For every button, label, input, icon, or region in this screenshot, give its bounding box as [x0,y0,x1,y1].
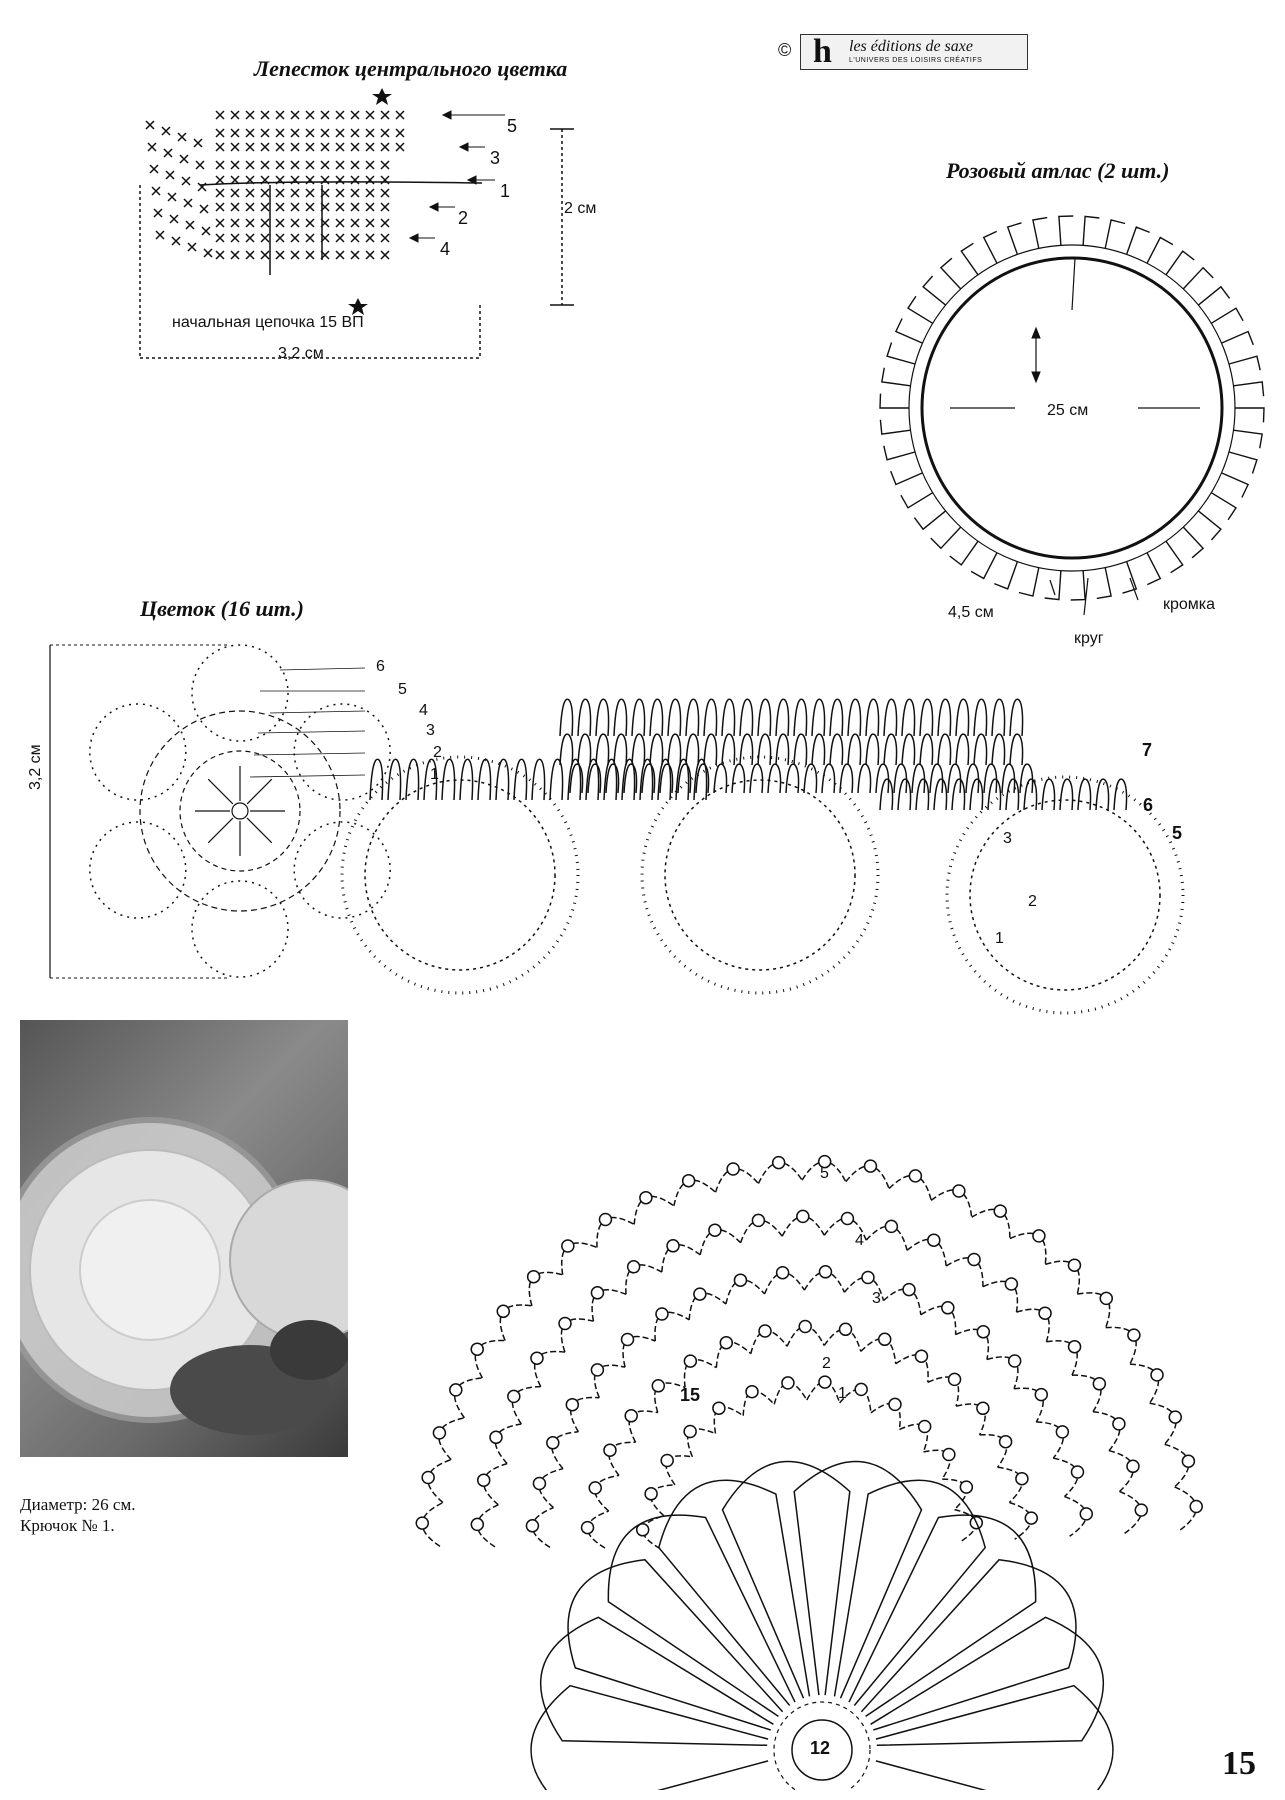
border-motif-flower [365,780,555,970]
border-row-7: 7 [1142,740,1153,760]
petal-title: Лепесток центрального цветка [254,56,568,81]
lace-net-rows [416,1156,1202,1549]
petal-chain-label: начальная цепочка 15 ВП [172,314,364,331]
copyright-symbol: © [778,40,792,60]
publisher-tagline: L'UNIVERS DES LOISIRS CRÉATIFS [849,57,983,64]
petal-width-label: 3,2 см [278,345,324,362]
border-motif-flower [970,800,1160,990]
center-round-4: 4 [855,1232,864,1249]
petal-height-label: 2 см [564,200,597,217]
publisher-logo [800,34,1028,70]
hook-note: Крючок № 1. [20,1516,115,1535]
flower-row-2: 2 [433,744,442,761]
flower-lobe [90,822,186,918]
center-count-15: 15 [680,1385,701,1405]
center-petal [871,1617,1104,1745]
petal-start-star-icon [372,88,392,105]
border-motif-flower [665,780,855,970]
petal-end-star-icon [348,298,368,315]
petal-stitch-grid [146,111,404,259]
satin-ruffle-label: 4,5 см [948,604,994,621]
border-loop-rows [370,699,1127,810]
product-photo [20,1020,348,1457]
center-petal [531,1686,768,1790]
flower-lobe [192,881,288,977]
border-row-3: 3 [1003,830,1012,847]
satin-title: Розовый атлас (2 шт.) [946,158,1170,183]
flower-title: Цветок (16 шт.) [140,596,304,621]
flower-row-6: 6 [376,658,385,675]
border-row-6: 6 [1143,795,1154,815]
center-petal [794,1461,921,1698]
page-number: 15 [1222,1745,1256,1782]
petal-row-1: 1 [500,181,511,201]
satin-edge-label: кромка [1163,596,1216,613]
center-petal [835,1480,986,1705]
flower-row-5: 5 [398,681,407,698]
center-count-12: 12 [810,1738,831,1758]
center-petal [659,1480,810,1705]
center-petal [541,1617,774,1745]
border-row-5: 5 [1172,823,1183,843]
flower-lobe [192,645,288,741]
center-petal [568,1560,783,1730]
flower-row-3: 3 [426,722,435,739]
center-round-1: 1 [838,1385,847,1402]
center-petal [608,1515,795,1716]
petal-row-2: 2 [458,208,469,228]
border-row-1: 1 [995,930,1004,947]
center-round-2: 2 [822,1355,831,1372]
petal-row-3: 3 [490,148,501,168]
publisher-name: les éditions de saxe [849,38,973,55]
petal-row-5: 5 [507,116,518,136]
border-motif-flowers [342,757,1183,1013]
border-row-2: 2 [1028,893,1037,910]
satin-circle-label: круг [1074,630,1104,647]
petal-row-4: 4 [440,239,451,259]
diameter-note: Диаметр: 26 см. [20,1495,136,1514]
publisher-logo-letter: h [813,33,832,70]
center-petal [876,1686,1113,1790]
flower-row-4: 4 [419,702,428,719]
flower-size-label: 3,2 см [27,744,44,790]
center-round-5: 5 [820,1165,829,1182]
center-petal [723,1461,850,1698]
center-petal [849,1515,1036,1716]
center-round-3: 3 [872,1290,881,1307]
satin-diameter-label: 25 см [1047,402,1089,419]
flower-lobe [90,704,186,800]
satin-circle-diagram [860,200,1280,640]
main-pattern-diagram [320,660,1280,1790]
flower-row-1: 1 [430,766,439,783]
center-petal [861,1560,1076,1730]
